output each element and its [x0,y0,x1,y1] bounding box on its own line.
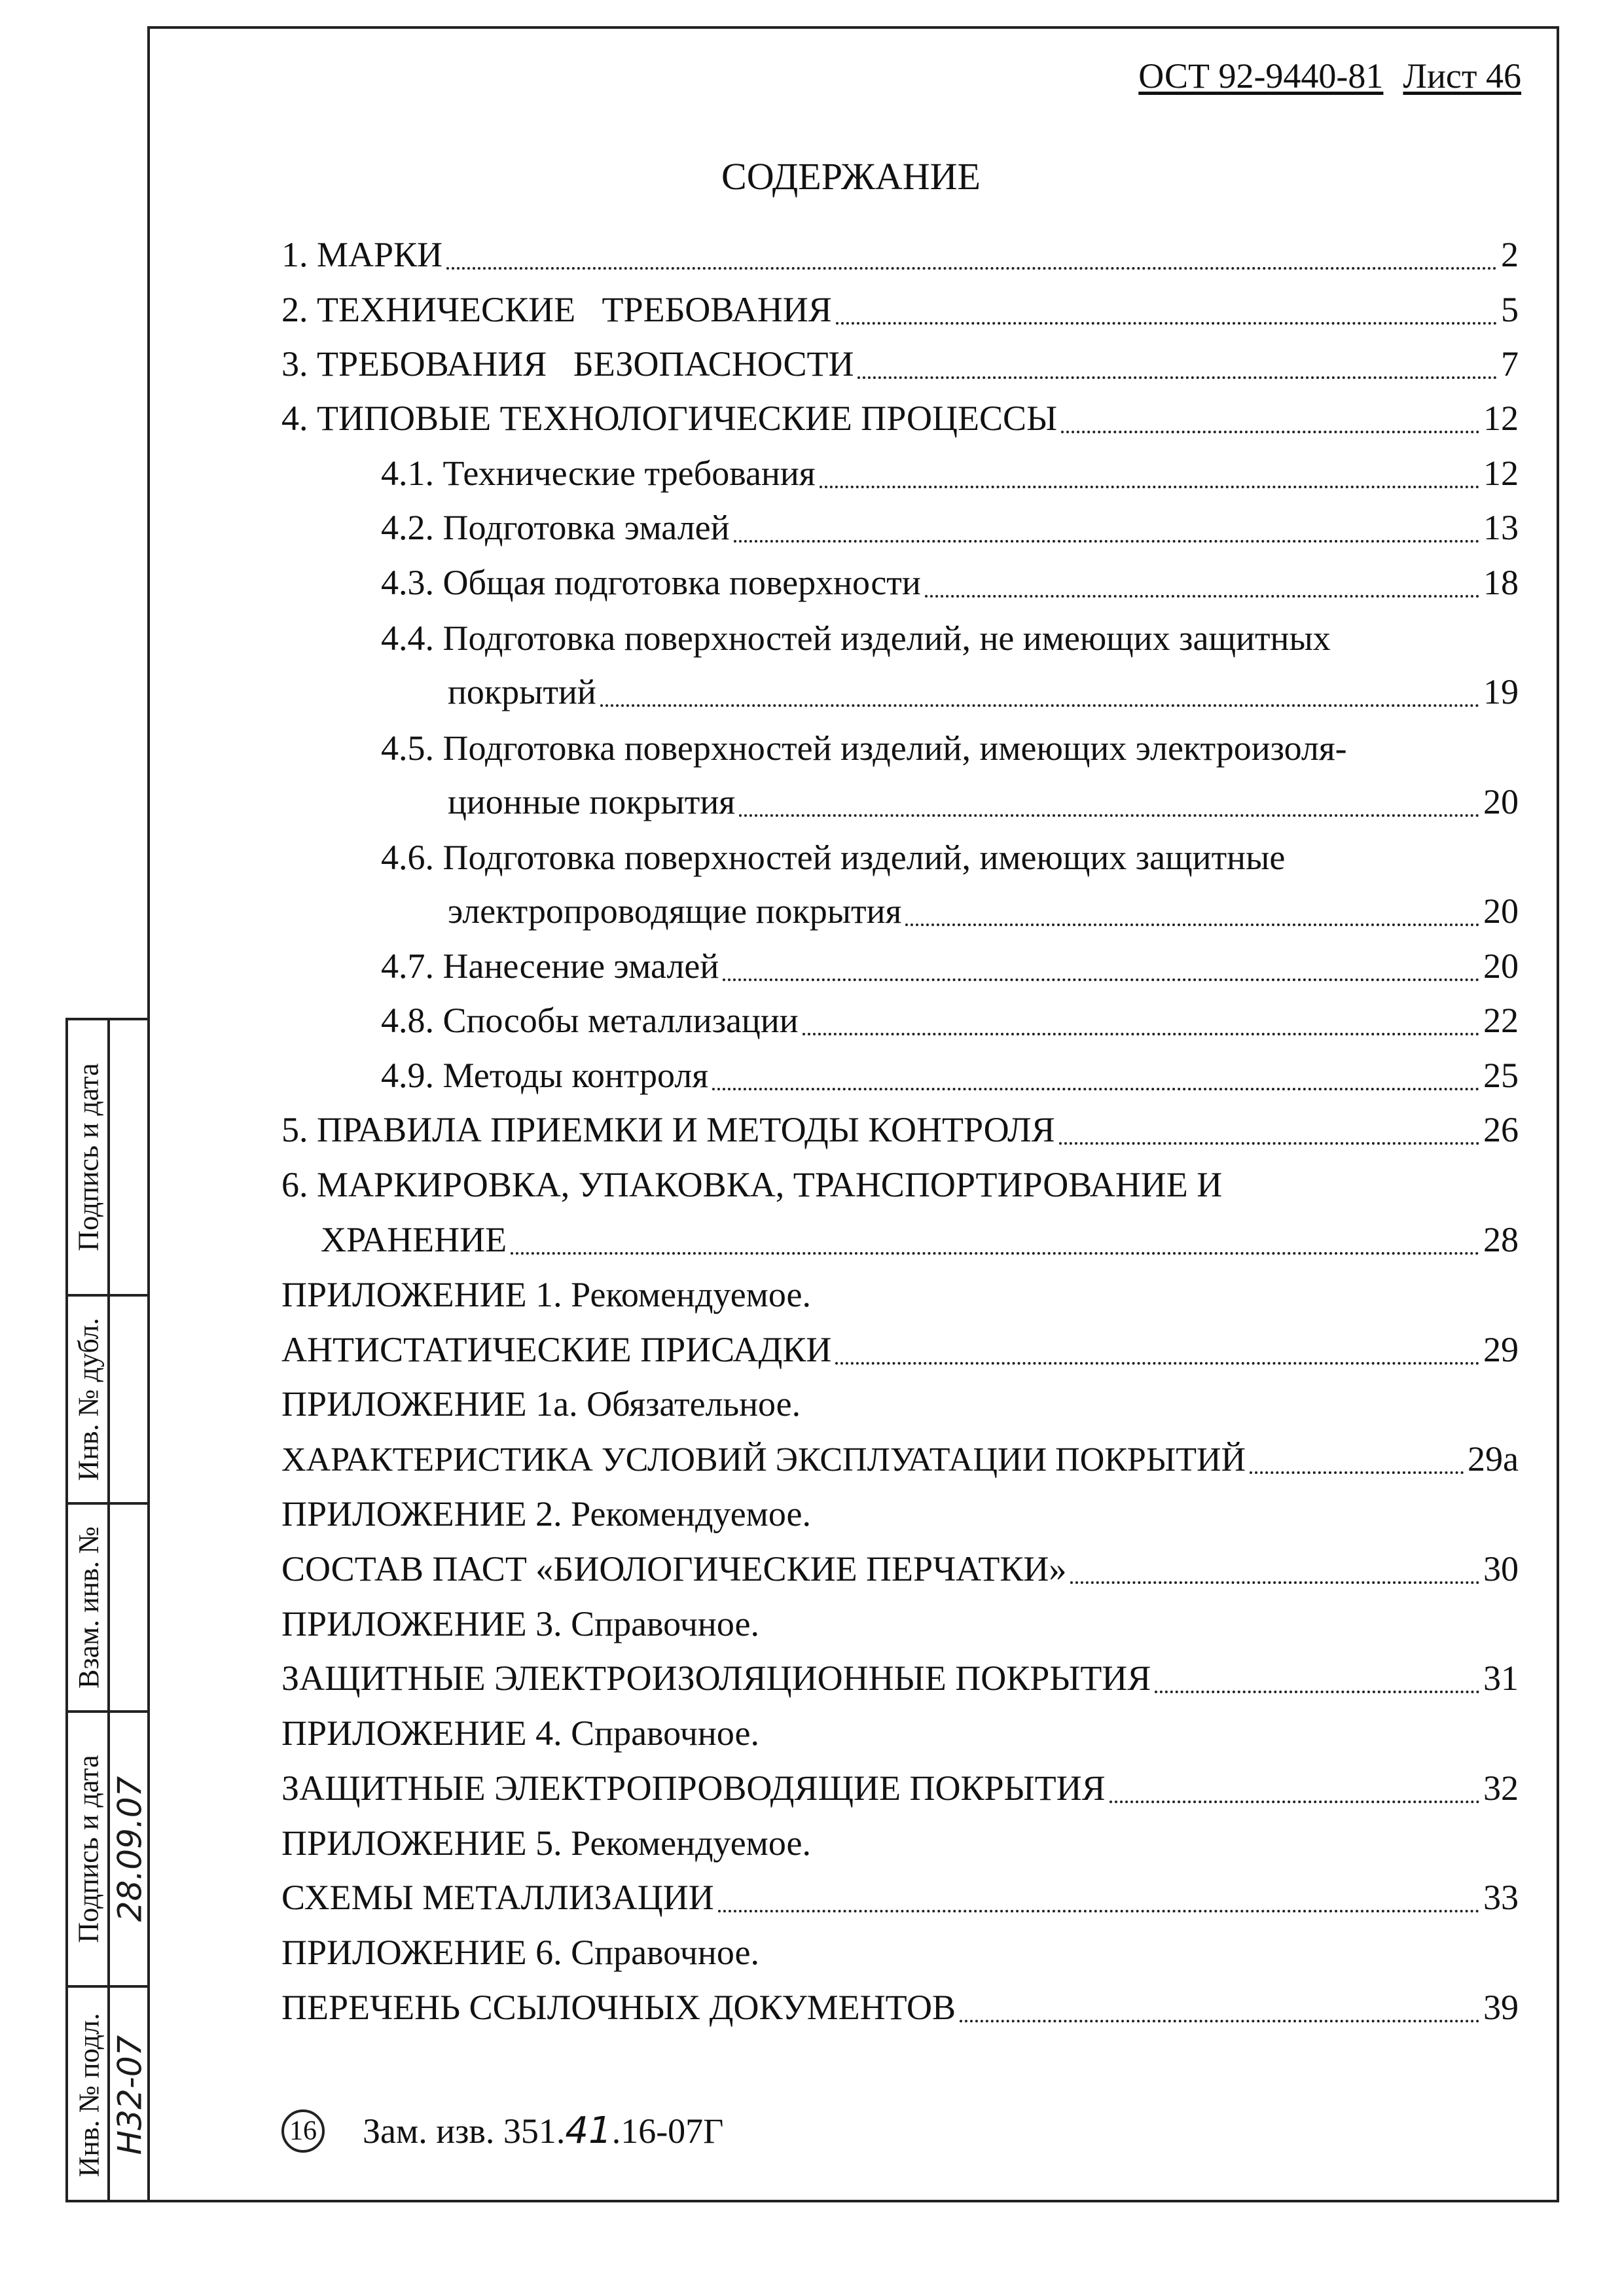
handwritten-inv-text: Н32-07 [111,2035,149,2155]
toc-entry-label: 5. ПРАВИЛА ПРИЕМКИ И МЕТОДЫ КОНТРОЛЯ [281,1110,1055,1149]
toc-entry-line: 6. МАРКИРОВКА, УПАКОВКА, ТРАНСПОРТИРОВАНИЕ И [281,1165,1223,1204]
toc-entry-label: 4.7. Нанесение эмалей [381,946,719,986]
toc-entry [281,1984,1519,2030]
handwritten-signature-date [110,1713,149,1985]
leader-dots [600,669,1479,707]
toc-entry-page: 12 [1483,454,1519,493]
toc-entry-page: 31 [1483,1659,1519,1698]
toc-entry-label: 1. МАРКИ [281,235,443,274]
leader-dots [1059,1107,1479,1145]
toc-entry-page: 5 [1501,290,1519,329]
leader-dots [739,779,1479,817]
toc-entry [381,560,1519,605]
leader-dots [820,450,1479,488]
change-notice-prefix: Зам. изв. 351. [363,2111,566,2151]
toc-entry-label: ционные покрытия [448,782,736,821]
toc-entry-page: 20 [1483,946,1519,986]
toc-title: СОДЕРЖАНИЕ [721,155,981,198]
stamp-cell-original-inv [68,1985,149,2202]
toc-entry [448,888,1519,934]
toc-entry [381,450,1519,496]
toc-entry [281,341,1519,387]
toc-entry [281,1874,1519,1920]
leader-dots [925,560,1479,598]
toc-entry-label: СОСТАВ ПАСТ «БИОЛОГИЧЕСКИЕ ПЕРЧАТКИ» [281,1549,1067,1588]
revision-circle: 16 [281,2109,325,2153]
stamp-label-text: Подпись и дата [73,1755,105,1943]
toc-entry-page: 20 [1483,782,1519,821]
toc-entry [381,997,1519,1043]
toc-entry-line: 4.6. Подготовка поверхностей изделий, имеющих защитные [381,838,1286,877]
toc-entry-page: 29а [1468,1439,1519,1479]
toc-entry-page: 26 [1483,1110,1519,1149]
leader-dots [960,1984,1479,2022]
toc-entry-label: СХЕМЫ МЕТАЛЛИЗАЦИИ [281,1878,714,1917]
toc-entry-label: 2. ТЕХНИЧЕСКИЕ ТРЕБОВАНИЯ [281,290,832,329]
toc-entry [381,505,1519,550]
toc-entry-label: ПЕРЕЧЕНЬ ССЫЛОЧНЫХ ДОКУМЕНТОВ [281,1988,956,2027]
toc-entry [321,1217,1519,1263]
leader-dots [718,1874,1479,1912]
toc-entry [381,943,1519,989]
stamp-label-text: Инв. № дубл. [73,1318,105,1481]
stamp-divider [107,1020,110,1294]
appendix-heading: ПРИЛОЖЕНИЕ 5. Рекомендуемое. [281,1823,811,1863]
toc-entry [281,1546,1519,1592]
toc-entry-page: 33 [1483,1878,1519,1917]
leader-dots [712,1052,1479,1090]
toc-entry [381,1052,1519,1098]
toc-entry-label: ХАРАКТЕРИСТИКА УСЛОВИЙ ЭКСПЛУАТАЦИИ ПОКРЫТИЙ [281,1441,1246,1479]
change-notice [281,2106,723,2156]
leader-dots [1155,1655,1479,1693]
leader-dots [446,232,1497,270]
toc-entry [281,287,1519,332]
appendix-heading: ПРИЛОЖЕНИЕ 3. Справочное. [281,1604,759,1643]
leader-dots [857,341,1497,379]
toc-entry-label: 4.8. Способы металлизации [381,1001,799,1040]
stamp-cell-dup-inv [68,1294,149,1502]
stamp-label [71,1713,107,1985]
toc-entry-page: 7 [1501,344,1519,384]
toc-entry-page: 30 [1483,1549,1519,1588]
toc-entry [281,1765,1519,1811]
leader-dots [511,1217,1479,1255]
stamp-label-text: Подпись и дата [73,1063,105,1251]
leader-dots [734,505,1479,543]
appendix-heading: ПРИЛОЖЕНИЕ 1а. Обязательное. [281,1384,801,1424]
toc-entry-label: 4.9. Методы контроля [381,1056,709,1095]
appendix-heading: ПРИЛОЖЕНИЕ 1. Рекомендуемое. [281,1275,811,1314]
toc-entry [281,1327,1519,1372]
stamp-label [71,1988,107,2202]
toc-entry-page: 39 [1483,1988,1519,2027]
change-notice-suffix: .16-07Г [611,2111,724,2151]
toc-entry-label: 4.3. Общая подготовка поверхности [381,563,921,602]
leader-dots [723,943,1479,981]
toc-entry-page: 18 [1483,563,1519,602]
handwritten-inv-number [110,1988,149,2202]
doc-code: ОСТ 92-9440-81 [1138,56,1384,96]
appendix-heading: ПРИЛОЖЕНИЕ 2. Рекомендуемое. [281,1494,811,1534]
stamp-label-text: Инв. № подл. [73,2013,105,2178]
toc-entry-label: 3. ТРЕБОВАНИЯ БЕЗОПАСНОСТИ [281,344,854,384]
toc-entry-label: электропроводящие покрытия [448,891,902,931]
toc-entry [448,669,1519,715]
toc-entry-page: 28 [1483,1220,1519,1259]
document-header [1087,55,1521,97]
leader-dots [836,287,1497,325]
toc-entry-page: 20 [1483,891,1519,931]
leader-dots [803,997,1479,1035]
stamp-label [71,1020,107,1294]
toc-entry [281,1107,1519,1153]
toc-entry [281,1655,1519,1701]
side-stamp [65,1018,149,2202]
toc-entry-label: 4.1. Технические требования [381,454,816,493]
stamp-label [71,1505,107,1710]
toc-entry [448,779,1519,825]
toc-entry-label: ЗАЩИТНЫЕ ЭЛЕКТРОПРОВОДЯЩИЕ ПОКРЫТИЯ [281,1768,1106,1808]
toc-entry-page: 32 [1483,1768,1519,1808]
handwritten-date-text: 28.09.07 [111,1776,149,1922]
toc-entry-page: 2 [1501,235,1519,274]
toc-entry [281,232,1519,278]
leader-dots [905,888,1479,926]
leader-dots [835,1327,1479,1365]
toc-entry-page: 13 [1483,508,1519,547]
toc-entry-label: ЗАЩИТНЫЕ ЭЛЕКТРОИЗОЛЯЦИОННЫЕ ПОКРЫТИЯ [281,1659,1151,1698]
stamp-divider [107,1505,110,1710]
toc-entry [281,395,1519,441]
toc-entry-line: 4.4. Подготовка поверхностей изделий, не имеющих защитных [381,619,1331,658]
leader-dots [1250,1436,1464,1474]
stamp-cell-signature-date [68,1020,149,1294]
leader-dots [1110,1765,1479,1803]
toc-entry-label: АНТИСТАТИЧЕСКИЕ ПРИСАДКИ [281,1330,832,1369]
toc-entry-line: 4.5. Подготовка поверхностей изделий, имеющих электроизоля- [381,728,1347,768]
appendix-heading: ПРИЛОЖЕНИЕ 4. Справочное. [281,1713,759,1753]
stamp-label-text: Взам. инв. № [73,1526,105,1689]
leader-dots [1070,1546,1479,1584]
toc-entry-page: 22 [1483,1001,1519,1040]
toc-entry-page: 19 [1483,672,1519,711]
stamp-cell-signature-date-2 [68,1710,149,1985]
leader-dots [1061,395,1479,433]
toc-entry-page: 25 [1483,1056,1519,1095]
toc-entry-label: покрытий [448,672,596,711]
stamp-divider [107,1297,110,1502]
toc-entry-label: ХРАНЕНИЕ [321,1220,507,1259]
sheet-number: Лист 46 [1403,56,1521,96]
toc-entry-label: 4. ТИПОВЫЕ ТЕХНОЛОГИЧЕСКИЕ ПРОЦЕССЫ [281,399,1058,438]
appendix-heading: ПРИЛОЖЕНИЕ 6. Справочное. [281,1933,759,1972]
toc-entry-page: 12 [1483,399,1519,438]
toc-entry [281,1436,1519,1482]
toc-entry-page: 29 [1483,1330,1519,1369]
change-notice-handwritten: 41 [565,2109,612,2152]
stamp-cell-replace-inv [68,1502,149,1710]
stamp-label [71,1297,107,1502]
toc-entry-label: 4.2. Подготовка эмалей [381,508,730,547]
